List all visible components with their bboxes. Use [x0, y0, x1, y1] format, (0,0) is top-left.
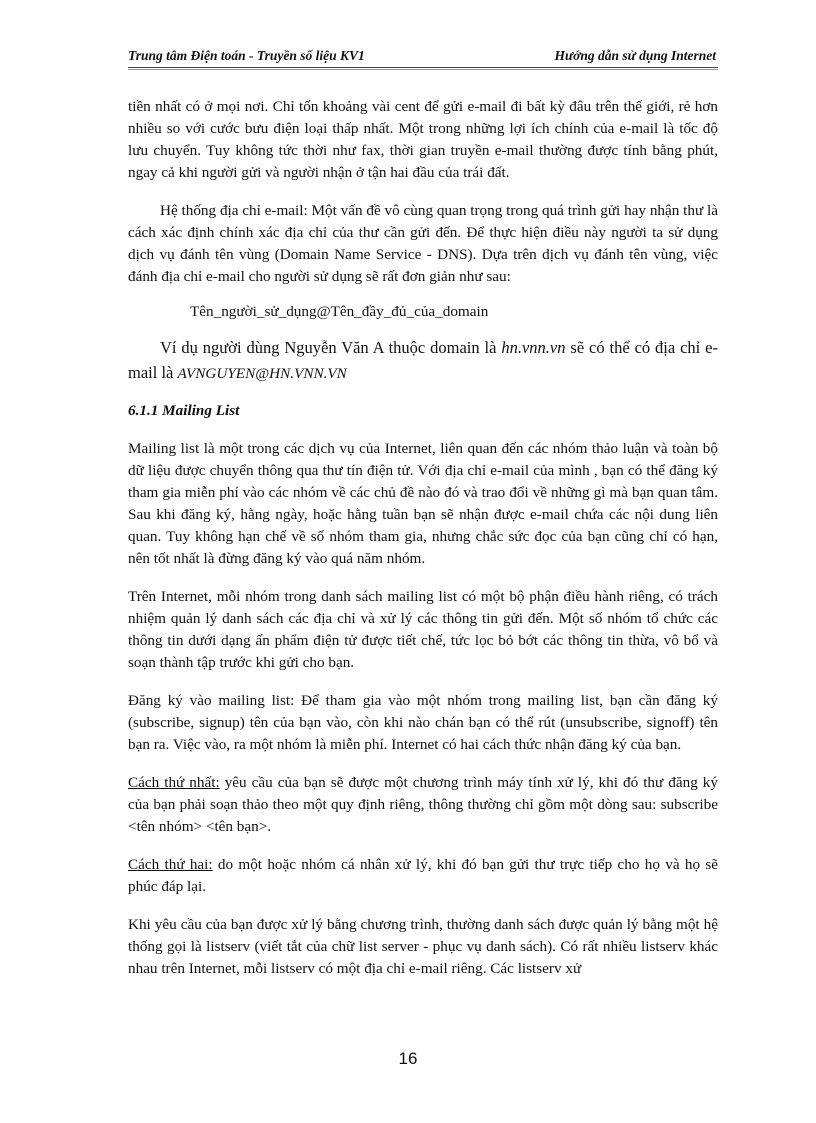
section-heading: 6.1.1 Mailing List — [128, 402, 240, 419]
method-one-text: yêu cầu của bạn sẽ được một chương trình máy tính xử lý, khi đó thư đăng ký của bạn phải soạn thảo theo một quy định riêng, thông thường chỉ gồm một dòng sau: subscribe <tên nhóm> <tên bạn>. — [128, 774, 718, 835]
paragraph-listserv: Khi yêu cầu của bạn được xử lý bằng chương trình, thường danh sách được quản lý bằng một hệ thống gọi là listserv (viết tắt của chữ list server - phục vụ danh sách). Có rất nhiều listserv khác nhau trên Internet, mỗi listserv có một địa chỉ e-mail riêng. Các listserv xử — [128, 916, 718, 977]
paragraph-email-address-system: Hệ thống địa chỉ e-mail: Một vấn đề vô cùng quan trọng trong quá trình gửi hay nhận thư là cách xác định chính xác địa chỉ của thư cần gửi đến. Để thực hiện điều này người ta sử dụng dịch vụ đánh tên vùng (Domain Name Service - DNS). Dựa trên dịch vụ đánh tên vùng, việc đánh địa chỉ e-mail cho người sử dụng sẽ rất đơn giản như sau: — [128, 202, 718, 285]
paragraph-method-two — [128, 854, 718, 898]
paragraph-email-benefits: tiền nhất có ở mọi nơi. Chỉ tốn khoảng vài cent để gửi e-mail đi bất kỳ đâu trên thế giới, rẻ hơn nhiều so với cước bưu điện loại thấp nhất. Một trong những lợi ích chính của e-mail là tốc độ lưu chuyển. Tuy không tức thời như fax, thời gian truyền e-mail thường được tính bằng phút, ngay cả khi người gửi và người nhận ở tận hai đầu của trái đất. — [128, 98, 718, 181]
paragraph-mailing-list-signup: Đăng ký vào mailing list: Để tham gia vào một nhóm trong mailing list, bạn cần đăng ký (subscribe, signup) tên của bạn vào, còn khi nào chán bạn có thể rút (unsubscribe, signoff) tên bạn ra. Việc vào, ra một nhóm là miễn phí. Internet có hai cách thức nhận đăng ký của bạn. — [128, 692, 718, 753]
paragraph-mailing-list-intro: Mailing list là một trong các dịch vụ của Internet, liên quan đến các nhóm thảo luận và toàn bộ dữ liệu được chuyển thông qua thư tín điện tử. Với địa chỉ e-mail của mình , bạn có thể đăng ký tham gia miễn phí vào các nhóm về các chủ đề nào đó và trao đổi về những gì mà bạn quan tâm. Sau khi đăng ký, hằng ngày, hoặc hằng tuần bạn sẽ nhận được e-mail chứa các nội dung liên quan. Tuy không hạn chế về số nhóm tham gia, nhưng chắc sức đọc của bạn cũng chỉ có hạn, nên tốt nhất là đừng đăng ký vào quá năm nhóm. — [128, 440, 718, 567]
paragraph-mailing-list-management: Trên Internet, mỗi nhóm trong danh sách mailing list có một bộ phận điều hành riêng, có trách nhiệm quản lý danh sách các địa chỉ và xử lý các thông tin gửi đến. Một số nhóm tổ chức các thông tin dưới dạng ấn phẩm điện tử được tiết chế, tức lọc bỏ bớt các thông tin thừa, vô bổ và soạn thành tập trước khi gửi cho bạn. — [128, 588, 718, 671]
example-text-mid: sẽ có thể có địa chỉ e-mail là — [128, 338, 718, 382]
method-two-text: do một hoặc nhóm cá nhân xử lý, khi đó bạn gửi thư trực tiếp cho họ và họ sẽ phúc đáp lại. — [128, 856, 718, 895]
header-right-title: Hướng dẫn sử dụng Internet — [554, 48, 716, 63]
header-divider — [128, 67, 718, 68]
example-domain: hn.vnn.vn — [501, 338, 566, 357]
example-text-pre: Ví dụ người dùng Nguyễn Văn A thuộc domain là — [160, 338, 502, 357]
page-header — [128, 48, 716, 64]
paragraph-method-one — [128, 772, 718, 838]
method-two-label: Cách thứ hai: — [128, 856, 213, 873]
page-body — [128, 96, 718, 980]
page-number: 16 — [398, 1049, 418, 1068]
example-email-address: AVNGUYEN@HN.VNN.VN — [177, 365, 347, 382]
header-left-title: Trung tâm Điện toán - Truyền số liệu KV1 — [128, 48, 365, 63]
header-divider-secondary — [128, 69, 718, 70]
method-one-label: Cách thứ nhất: — [128, 774, 220, 791]
email-address-format: Tên_người_sử_dụng@Tên_đầy_đủ_của_domain — [190, 303, 489, 320]
paragraph-email-example — [128, 335, 718, 386]
